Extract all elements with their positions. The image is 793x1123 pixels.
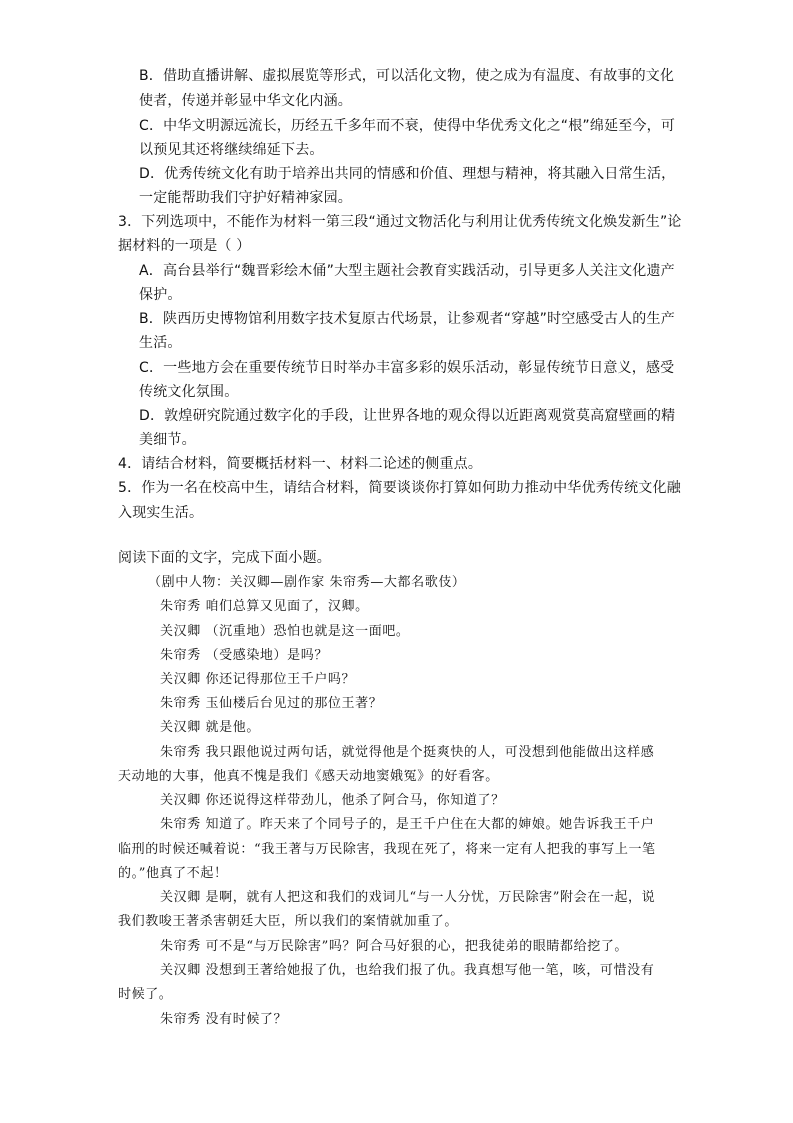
q2-option-c-line2: 以预见其还将继续绵延下去。 <box>139 142 324 158</box>
q5-stem-line2: 入现实生活。 <box>118 505 204 521</box>
script-line-12a: 关汉卿 没想到王著给她报了仇，也给我们报了仇。我真想写他一笔，咳，可惜没有 <box>160 963 655 978</box>
q3-option-a-line2: 保护。 <box>139 287 182 303</box>
script-line-3: 朱帘秀 （受感染地）是吗？ <box>160 648 328 663</box>
script-cast: （剧中人物：关汉卿—剧作家 朱帘秀—大都名歌伎） <box>148 575 466 590</box>
reading-instruction: 阅读下面的文字，完成下面小题。 <box>118 550 331 566</box>
q3-stem-line2: 据材料的一项是（ ） <box>118 238 251 254</box>
q2-option-d-line2: 一定能帮助我们守护好精神家园。 <box>139 190 352 206</box>
script-line-8: 关汉卿 你还说得这样带劲儿，他杀了阿合马，你知道了？ <box>160 793 505 808</box>
q3-option-c-line2: 传统文化氛围。 <box>139 384 239 400</box>
q5-stem-line1: 5．作为一名在校高中生，请结合材料，简要谈谈你打算如何助力推动中华优秀传统文化融 <box>118 480 681 496</box>
script-line-4: 关汉卿 你还记得那位王千户吗？ <box>160 672 356 687</box>
script-line-2: 关汉卿 （沉重地）恐怕也就是这一面吧。 <box>160 624 410 639</box>
script-line-5: 朱帘秀 玉仙楼后台见过的那位王著？ <box>160 696 383 711</box>
q3-stem-line1: 3．下列选项中，不能作为材料一第三段“通过文物活化与利用让优秀传统文化焕发新生”论 <box>118 214 682 230</box>
script-line-9c: 的。”他真了不起！ <box>118 866 228 881</box>
q3-option-b-line1: B．陕西历史博物馆利用数字技术复原古代场景，让参观者“穿越”时空感受古人的生产 <box>139 311 675 327</box>
script-line-7b: 天动地的大事，他真不愧是我们《感天动地窦娥冤》的好看客。 <box>118 769 499 784</box>
q4-stem: 4．请结合材料，简要概括材料一、材料二论述的侧重点。 <box>118 456 483 472</box>
q3-option-b-line2: 生活。 <box>139 335 182 351</box>
script-line-10b: 我们教唆王著杀害朝廷大臣，所以我们的案情就加重了。 <box>118 914 459 929</box>
q2-option-c-line1: C．中华文明源远流长，历经五千多年而不衰，使得中华优秀文化之“根”绵延至今，可 <box>139 118 676 134</box>
script-line-11: 朱帘秀 可不是“与万民除害”吗？阿合马好狠的心，把我徒弟的眼睛都给挖了。 <box>160 939 629 954</box>
q3-option-d-line2: 美细节。 <box>139 432 196 448</box>
q3-option-d-line1: D．敦煌研究院通过数字化的手段，让世界各地的观众得以近距离观赏莫高窟壁画的精 <box>139 408 676 424</box>
script-line-10a: 关汉卿 是啊，就有人把这和我们的戏词儿“与一人分忧，万民除害”附会在一起，说 <box>160 890 656 905</box>
script-line-9a: 朱帘秀 知道了。昨天来了个同号子的，是王千户住在大都的婶娘。她告诉我王千户 <box>160 817 655 832</box>
script-line-12b: 时候了。 <box>118 987 173 1002</box>
q2-option-b-line1: B．借助直播讲解、虚拟展览等形式，可以活化文物，使之成为有温度、有故事的文化 <box>139 68 675 84</box>
script-line-7a: 朱帘秀 我只跟他说过两句话，就觉得他是个挺爽快的人，可没想到他能做出这样感 <box>160 745 655 760</box>
q3-option-c-line1: C．一些地方会在重要传统节日时举办丰富多彩的娱乐活动，彰显传统节日意义，感受 <box>139 360 675 376</box>
script-line-1: 朱帘秀 咱们总算又见面了，汉卿。 <box>160 599 369 614</box>
script-line-13: 朱帘秀 没有时候了？ <box>160 1012 288 1027</box>
script-line-9b: 临刑的时候还喊着说：“我王著与万民除害，我现在死了，将来一定有人把我的事写上一笔 <box>118 842 656 857</box>
script-line-6: 关汉卿 就是他。 <box>160 720 260 735</box>
q3-option-a-line1: A．高台县举行“魏晋彩绘木俑”大型主题社会教育实践活动，引导更多人关注文化遗产 <box>139 263 675 279</box>
q2-option-b-line2: 使者，传递并彰显中华文化内涵。 <box>139 93 352 109</box>
q2-option-d-line1: D．优秀传统文化有助于培养出共同的情感和价值、理想与精神，将其融入日常生活， <box>139 166 676 182</box>
